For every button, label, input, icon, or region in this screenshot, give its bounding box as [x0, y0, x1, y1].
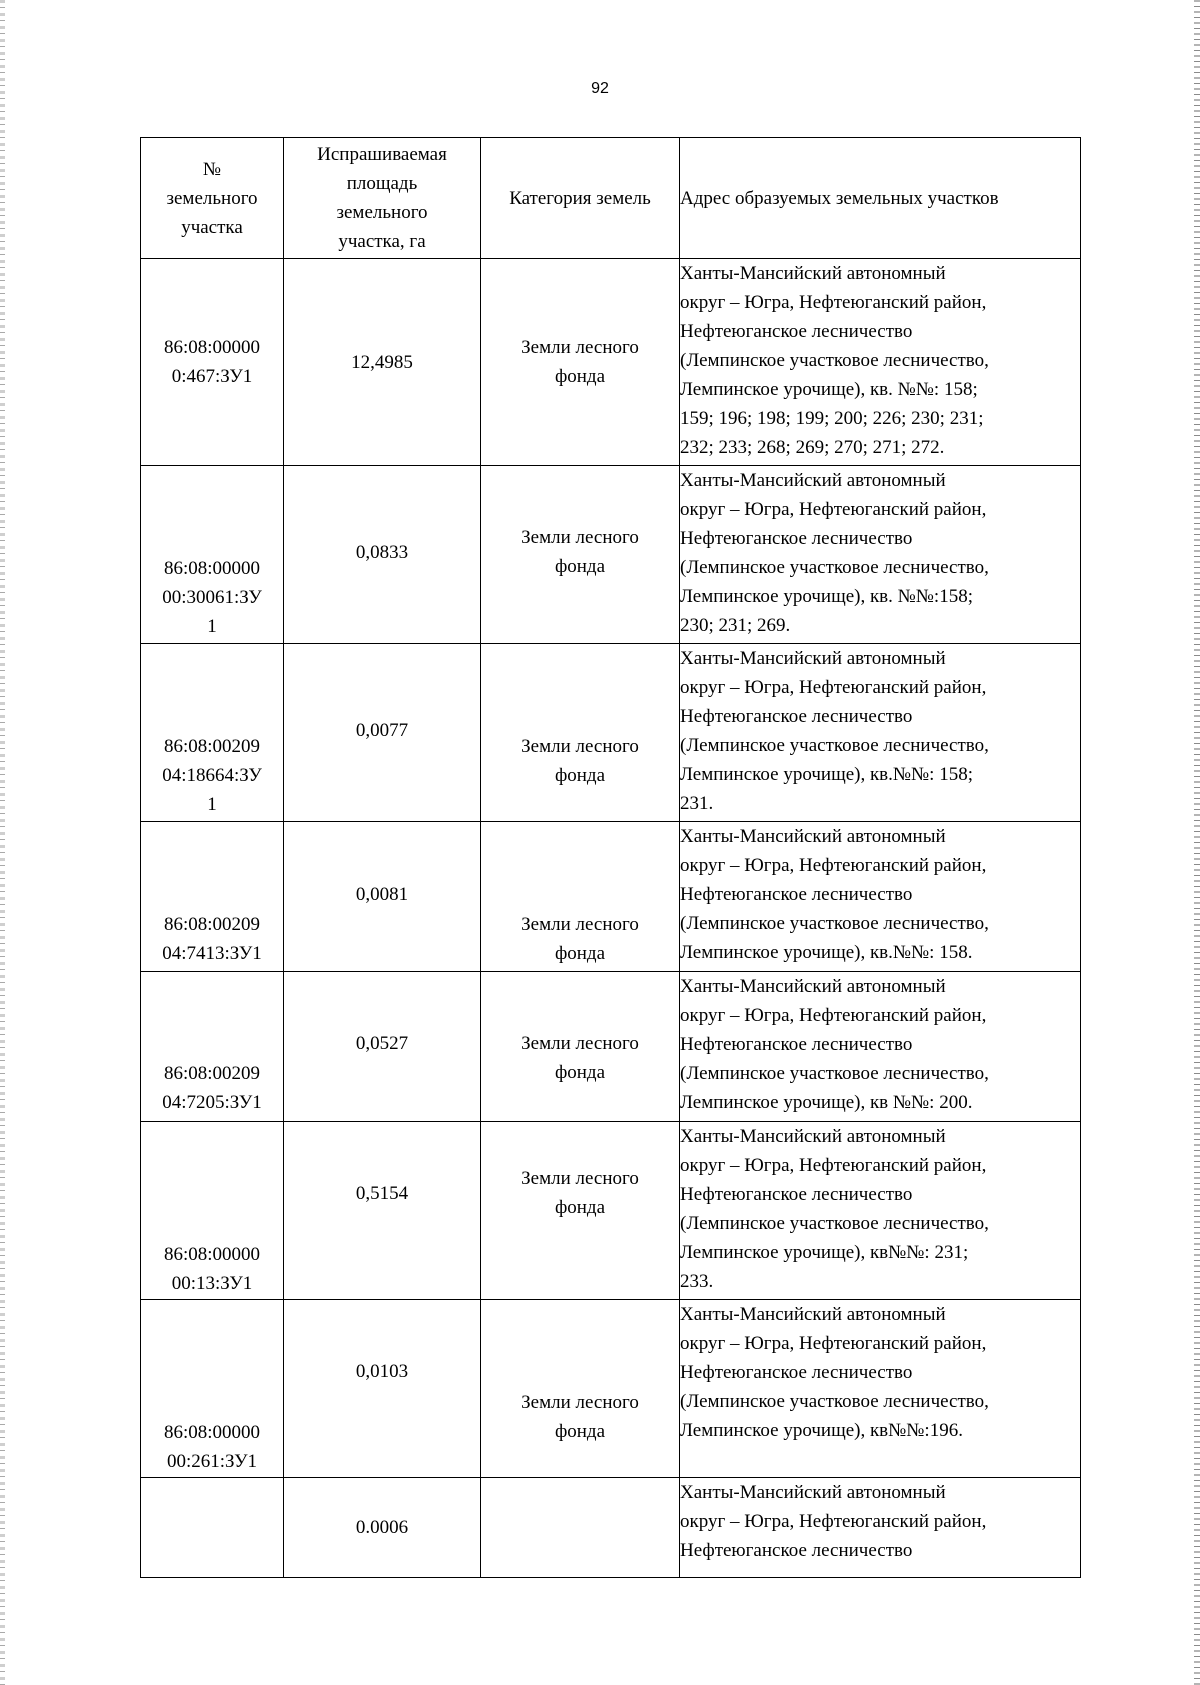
category-cell: Земли лесного фонда	[481, 259, 680, 466]
plot-number-cell: 86:08:00000 0:467:ЗУ1	[141, 259, 284, 466]
address-cell: Ханты-Мансийский автономный округ – Югра, Нефтеюганский район, Нефтеюганское лесничество (Лемпинское участковое лесничество, Лемпинское урочище), кв№№:196.	[680, 1300, 1081, 1478]
area-cell: 0,0527	[284, 972, 481, 1122]
area-cell: 12,4985	[284, 259, 481, 466]
table-row	[141, 1122, 1081, 1300]
address-cell: Ханты-Мансийский автономный округ – Югра, Нефтеюганский район, Нефтеюганское лесничество	[680, 1478, 1081, 1578]
page-number: 92	[591, 80, 609, 97]
header-address: Адрес образуемых земельных участков	[680, 138, 1081, 259]
table-row	[141, 972, 1081, 1122]
area-cell: 0,0077	[284, 644, 481, 822]
category-cell	[481, 1478, 680, 1578]
table-row	[141, 644, 1081, 822]
address-cell: Ханты-Мансийский автономный округ – Югра, Нефтеюганский район, Нефтеюганское лесничество (Лемпинское участковое лесничество, Лемпинское урочище), кв.№№: 158.	[680, 822, 1081, 972]
address-cell: Ханты-Мансийский автономный округ – Югра, Нефтеюганский район, Нефтеюганское лесничество (Лемпинское участковое лесничество, Лемпинское урочище), кв№№: 231; 233.	[680, 1122, 1081, 1300]
area-cell: 0,5154	[284, 1122, 481, 1300]
table-row	[141, 1300, 1081, 1478]
category-cell: Земли лесного фонда	[481, 972, 680, 1122]
plot-number-cell: 86:08:00209 04:7413:ЗУ1	[141, 822, 284, 972]
address-cell: Ханты-Мансийский автономный округ – Югра, Нефтеюганский район, Нефтеюганское лесничество (Лемпинское участковое лесничество, Лемпинское урочище), кв. №№: 158; 159; 196; 198; 199; 200; 226; 230; 231; 232; 233; 268; 269; 270; 271; 272.	[680, 259, 1081, 466]
plot-number-cell	[141, 1478, 284, 1578]
area-cell: 0.0006	[284, 1478, 481, 1578]
plot-number-cell: 86:08:00209 04:7205:ЗУ1	[141, 972, 284, 1122]
area-cell: 0,0103	[284, 1300, 481, 1478]
category-cell: Земли лесного фонда	[481, 644, 680, 822]
table-row	[141, 1478, 1081, 1578]
table-row	[141, 259, 1081, 466]
plot-number-cell: 86:08:00000 00:261:ЗУ1	[141, 1300, 284, 1478]
address-cell: Ханты-Мансийский автономный округ – Югра, Нефтеюганский район, Нефтеюганское лесничество (Лемпинское участковое лесничество, Лемпинское урочище), кв.№№: 158; 231.	[680, 644, 1081, 822]
category-cell: Земли лесного фонда	[481, 1300, 680, 1478]
area-cell: 0,0081	[284, 822, 481, 972]
category-cell: Земли лесного фонда	[481, 466, 680, 644]
plot-number-cell: 86:08:00000 00:30061:ЗУ 1	[141, 466, 284, 644]
category-cell: Земли лесного фонда	[481, 822, 680, 972]
land-plots-table	[140, 137, 1081, 1578]
table-header-row	[141, 138, 1081, 259]
header-plot-number: № земельного участка	[141, 138, 284, 259]
scan-edge-right	[1194, 0, 1200, 1685]
address-cell: Ханты-Мансийский автономный округ – Югра, Нефтеюганский район, Нефтеюганское лесничество (Лемпинское участковое лесничество, Лемпинское урочище), кв. №№:158; 230; 231; 269.	[680, 466, 1081, 644]
area-cell: 0,0833	[284, 466, 481, 644]
plot-number-cell: 86:08:00000 00:13:ЗУ1	[141, 1122, 284, 1300]
header-requested-area: Испрашиваемая площадь земельного участка, га	[284, 138, 481, 259]
scan-edge-left	[0, 0, 5, 1685]
table-row	[141, 822, 1081, 972]
table-row	[141, 466, 1081, 644]
category-cell: Земли лесного фонда	[481, 1122, 680, 1300]
address-cell: Ханты-Мансийский автономный округ – Югра, Нефтеюганский район, Нефтеюганское лесничество (Лемпинское участковое лесничество, Лемпинское урочище), кв №№: 200.	[680, 972, 1081, 1122]
header-land-category: Категория земель	[481, 138, 680, 259]
plot-number-cell: 86:08:00209 04:18664:ЗУ 1	[141, 644, 284, 822]
